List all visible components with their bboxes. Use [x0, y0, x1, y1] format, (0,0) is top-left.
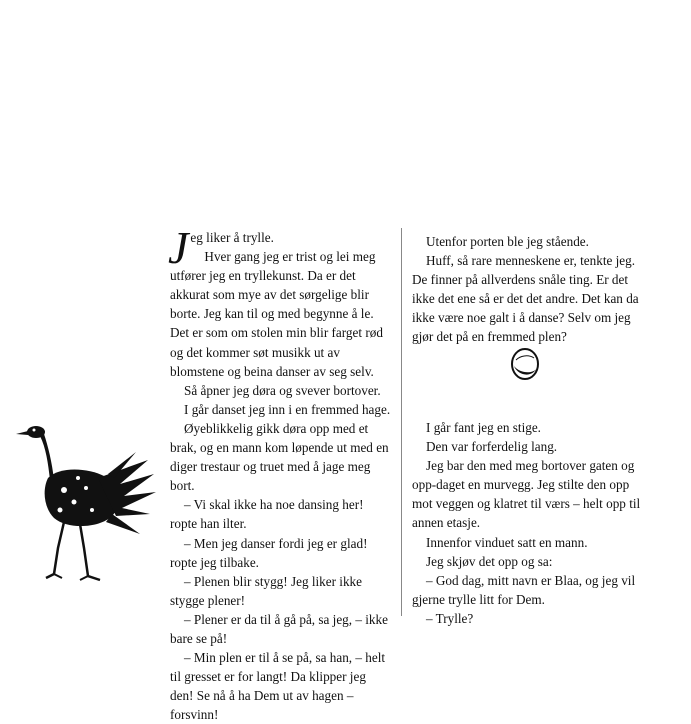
- column-divider: [401, 228, 402, 616]
- ostrich-illustration: [8, 418, 158, 588]
- paragraph: – Trylle?: [426, 610, 474, 626]
- left-text-column: [170, 210, 392, 724]
- paragraph: – Plener er da til å gå på, sa jeg, – ikke bare se på!: [170, 611, 388, 646]
- paragraph: – God dag, mitt navn er Blaa, og jeg vil gjerne trylle litt for Dem.: [412, 572, 636, 607]
- moon-illustration: [510, 346, 540, 382]
- paragraph: Jeg bar den med meg bortover gaten og opp-daget en murvegg. Jeg stilte den opp mot veggen og klatret til værs – helt opp til annen etasje.: [412, 458, 641, 531]
- paragraph: I går danset jeg inn i en fremmed hage.: [184, 401, 391, 417]
- drop-cap: J: [168, 222, 189, 273]
- paragraph: – Min plen er til å se på, sa han, – helt til gresset er for langt! Da klipper jeg den! Se nå å ha Dem ut av hagen – forsvinn!: [170, 650, 386, 723]
- opening-line-text: eg liker å trylle.: [190, 230, 274, 245]
- paragraph: Hver gang jeg er trist og lei meg utfører jeg en tryllekunst. Da er det akkurat som mye av det sørgelige blir borte. Jeg kan til og med begynne å le. Det er som om stolen min blir farget rød og det kommer søt musikk ut av blomstene og beina danser av seg selv.: [170, 249, 383, 379]
- paragraph: Huff, så rare menneskene er, tenkte jeg. De finner på allverdens snåle ting. Er det ikke det ene så er det det andre. Det kan da ikke være noe galt i å danse? Selv om jeg gjør det på en fremmed plen?: [412, 253, 639, 345]
- paragraph: – Vi skal ikke ha noe dansing her! ropte han ilter.: [170, 497, 364, 532]
- paragraph: Den var forferdelig lang.: [426, 439, 558, 455]
- paragraph: I går fant jeg en stige.: [426, 420, 541, 435]
- right-text-column-top: [412, 232, 644, 347]
- paragraph: – Men jeg danser fordi jeg er glad! ropte jeg tilbake.: [170, 535, 368, 570]
- paragraph: Så åpner jeg døra og svever bortover.: [184, 382, 381, 398]
- paragraph: Innenfor vinduet satt en mann.: [426, 534, 588, 550]
- opening-line: [168, 210, 392, 273]
- paragraph: Øyeblikkelig gikk døra opp med et brak, og en mann kom løpende ut med en diger trestaur og truet med å jage meg bort.: [170, 420, 389, 494]
- paragraph: Jeg skjøv det opp og sa:: [426, 553, 553, 569]
- paragraph: – Plenen blir stygg! Jeg liker ikke stygge plener!: [170, 573, 362, 608]
- paragraph: Utenfor porten ble jeg stående.: [426, 234, 589, 249]
- right-text-column-bottom: [412, 418, 644, 628]
